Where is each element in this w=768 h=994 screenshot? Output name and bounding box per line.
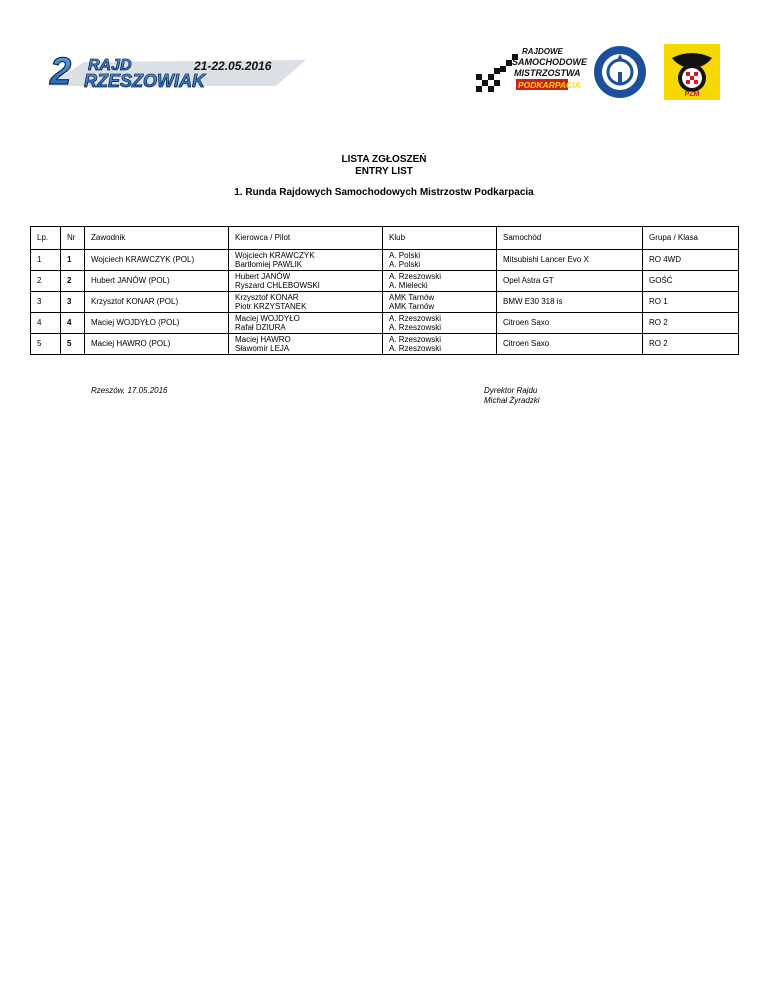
codriver-club: A. Rzeszowski (389, 344, 442, 353)
cell-crew (229, 334, 383, 355)
series-logo (474, 44, 587, 96)
codriver-name: Sławomir LEJA (235, 344, 290, 353)
table-row (31, 271, 739, 292)
cell-lp: 3 (31, 292, 61, 313)
pzm-logo (664, 44, 720, 100)
cell-class: RO 4WD (643, 250, 739, 271)
header-club: Klub (383, 227, 497, 250)
driver-club: AMK Tarnów (389, 292, 435, 302)
svg-text:RAJDOWE: RAJDOWE (522, 47, 563, 56)
cell-nr: 1 (61, 250, 85, 271)
header-class: Grupa / Klasa (643, 227, 739, 250)
round-title: 1. Runda Rajdowych Samochodowych Mistrzostw Podkarpacia (234, 187, 534, 198)
cell-nr: 5 (61, 334, 85, 355)
codriver-name: Bartłomiej PAWLIK (235, 260, 303, 269)
cell-car: Mitsubishi Lancer Evo X (497, 250, 643, 271)
page-subtitle: ENTRY LIST (355, 166, 413, 177)
logo-dates-text: 21-22.05.2016 (194, 59, 272, 73)
driver-club: A. Rzeszowski (389, 313, 442, 323)
cell-club (383, 292, 497, 313)
cell-lp: 2 (31, 271, 61, 292)
cell-class: RO 2 (643, 334, 739, 355)
cell-car: Opel Astra GT (497, 271, 643, 292)
cell-crew (229, 292, 383, 313)
header-lp: Lp. (31, 227, 61, 250)
cell-competitor: Krzysztof KONAR (POL) (85, 292, 229, 313)
codriver-club: AMK Tarnów (389, 302, 435, 311)
codriver-name: Rafał DZIURA (235, 323, 286, 332)
svg-text:PODKARPACIA: PODKARPACIA (518, 80, 581, 90)
cell-club (383, 334, 497, 355)
driver-name: Krzysztof KONAR (235, 292, 299, 302)
cell-crew (229, 313, 383, 334)
cell-club (383, 250, 497, 271)
cell-competitor: Maciej HAWRO (POL) (85, 334, 229, 355)
logo-rajd-text: RAJD (88, 57, 132, 74)
cell-car: BMW E30 318 is (497, 292, 643, 313)
table-row (31, 313, 739, 334)
codriver-name: Piotr KRZYSTANEK (235, 302, 307, 311)
cell-competitor: Wojciech KRAWCZYK (POL) (85, 250, 229, 271)
cell-club (383, 313, 497, 334)
driver-club: A. Rzeszowski (389, 271, 442, 281)
svg-text:PZM: PZM (684, 91, 700, 98)
header-driver-codriver: Kierowca / Pilot (229, 227, 383, 250)
entry-table (30, 226, 739, 355)
cell-class: GOŚĆ (643, 271, 739, 292)
page-title: LISTA ZGŁOSZEŃ (341, 154, 427, 165)
cell-car: Citroen Saxo (497, 334, 643, 355)
driver-name: Hubert JANÓW (235, 271, 291, 281)
codriver-club: A. Mielecki (389, 281, 428, 290)
cell-class: RO 2 (643, 313, 739, 334)
cell-lp: 4 (31, 313, 61, 334)
cell-lp: 5 (31, 334, 61, 355)
director-name: Michał Żyradzki (484, 396, 540, 405)
driver-name: Wojciech KRAWCZYK (235, 250, 315, 260)
cell-crew (229, 250, 383, 271)
driver-club: A. Polski (389, 250, 421, 260)
table-row (31, 250, 739, 271)
header-competitor: Zawodnik (85, 227, 229, 250)
codriver-club: A. Polski (389, 260, 421, 269)
cell-nr: 4 (61, 313, 85, 334)
cell-car: Citroen Saxo (497, 313, 643, 334)
svg-text:2: 2 (50, 51, 72, 93)
svg-text:SAMOCHODOWE: SAMOCHODOWE (512, 57, 587, 67)
cell-crew (229, 271, 383, 292)
cell-competitor: Maciej WOJDYŁO (POL) (85, 313, 229, 334)
place-date: Rzeszów, 17.05.2016 (91, 386, 168, 395)
table-row (31, 292, 739, 313)
cell-competitor: Hubert JANÓW (POL) (85, 271, 229, 292)
driver-name: Maciej WOJDYŁO (235, 313, 300, 323)
table-row (31, 334, 739, 355)
driver-club: A. Rzeszowski (389, 334, 442, 344)
cell-class: RO 1 (643, 292, 739, 313)
header-car: Samochód (497, 227, 643, 250)
header-nr: Nr (61, 227, 85, 250)
cell-nr: 3 (61, 292, 85, 313)
driver-name: Maciej HAWRO (235, 334, 291, 344)
logo-rzeszowiak-text: RZESZOWIAK (84, 71, 205, 91)
cell-club (383, 271, 497, 292)
event-logo (44, 50, 310, 93)
cell-nr: 2 (61, 271, 85, 292)
director-signature (484, 386, 540, 406)
codriver-club: A. Rzeszowski (389, 323, 442, 332)
director-title: Dyrektor Rajdu (484, 386, 538, 395)
svg-text:MISTRZOSTWA: MISTRZOSTWA (514, 68, 581, 78)
table-header-row (31, 227, 739, 250)
codriver-name: Ryszard CHLEBOWSKI (235, 281, 320, 290)
club-seal-icon (592, 44, 648, 100)
cell-lp: 1 (31, 250, 61, 271)
